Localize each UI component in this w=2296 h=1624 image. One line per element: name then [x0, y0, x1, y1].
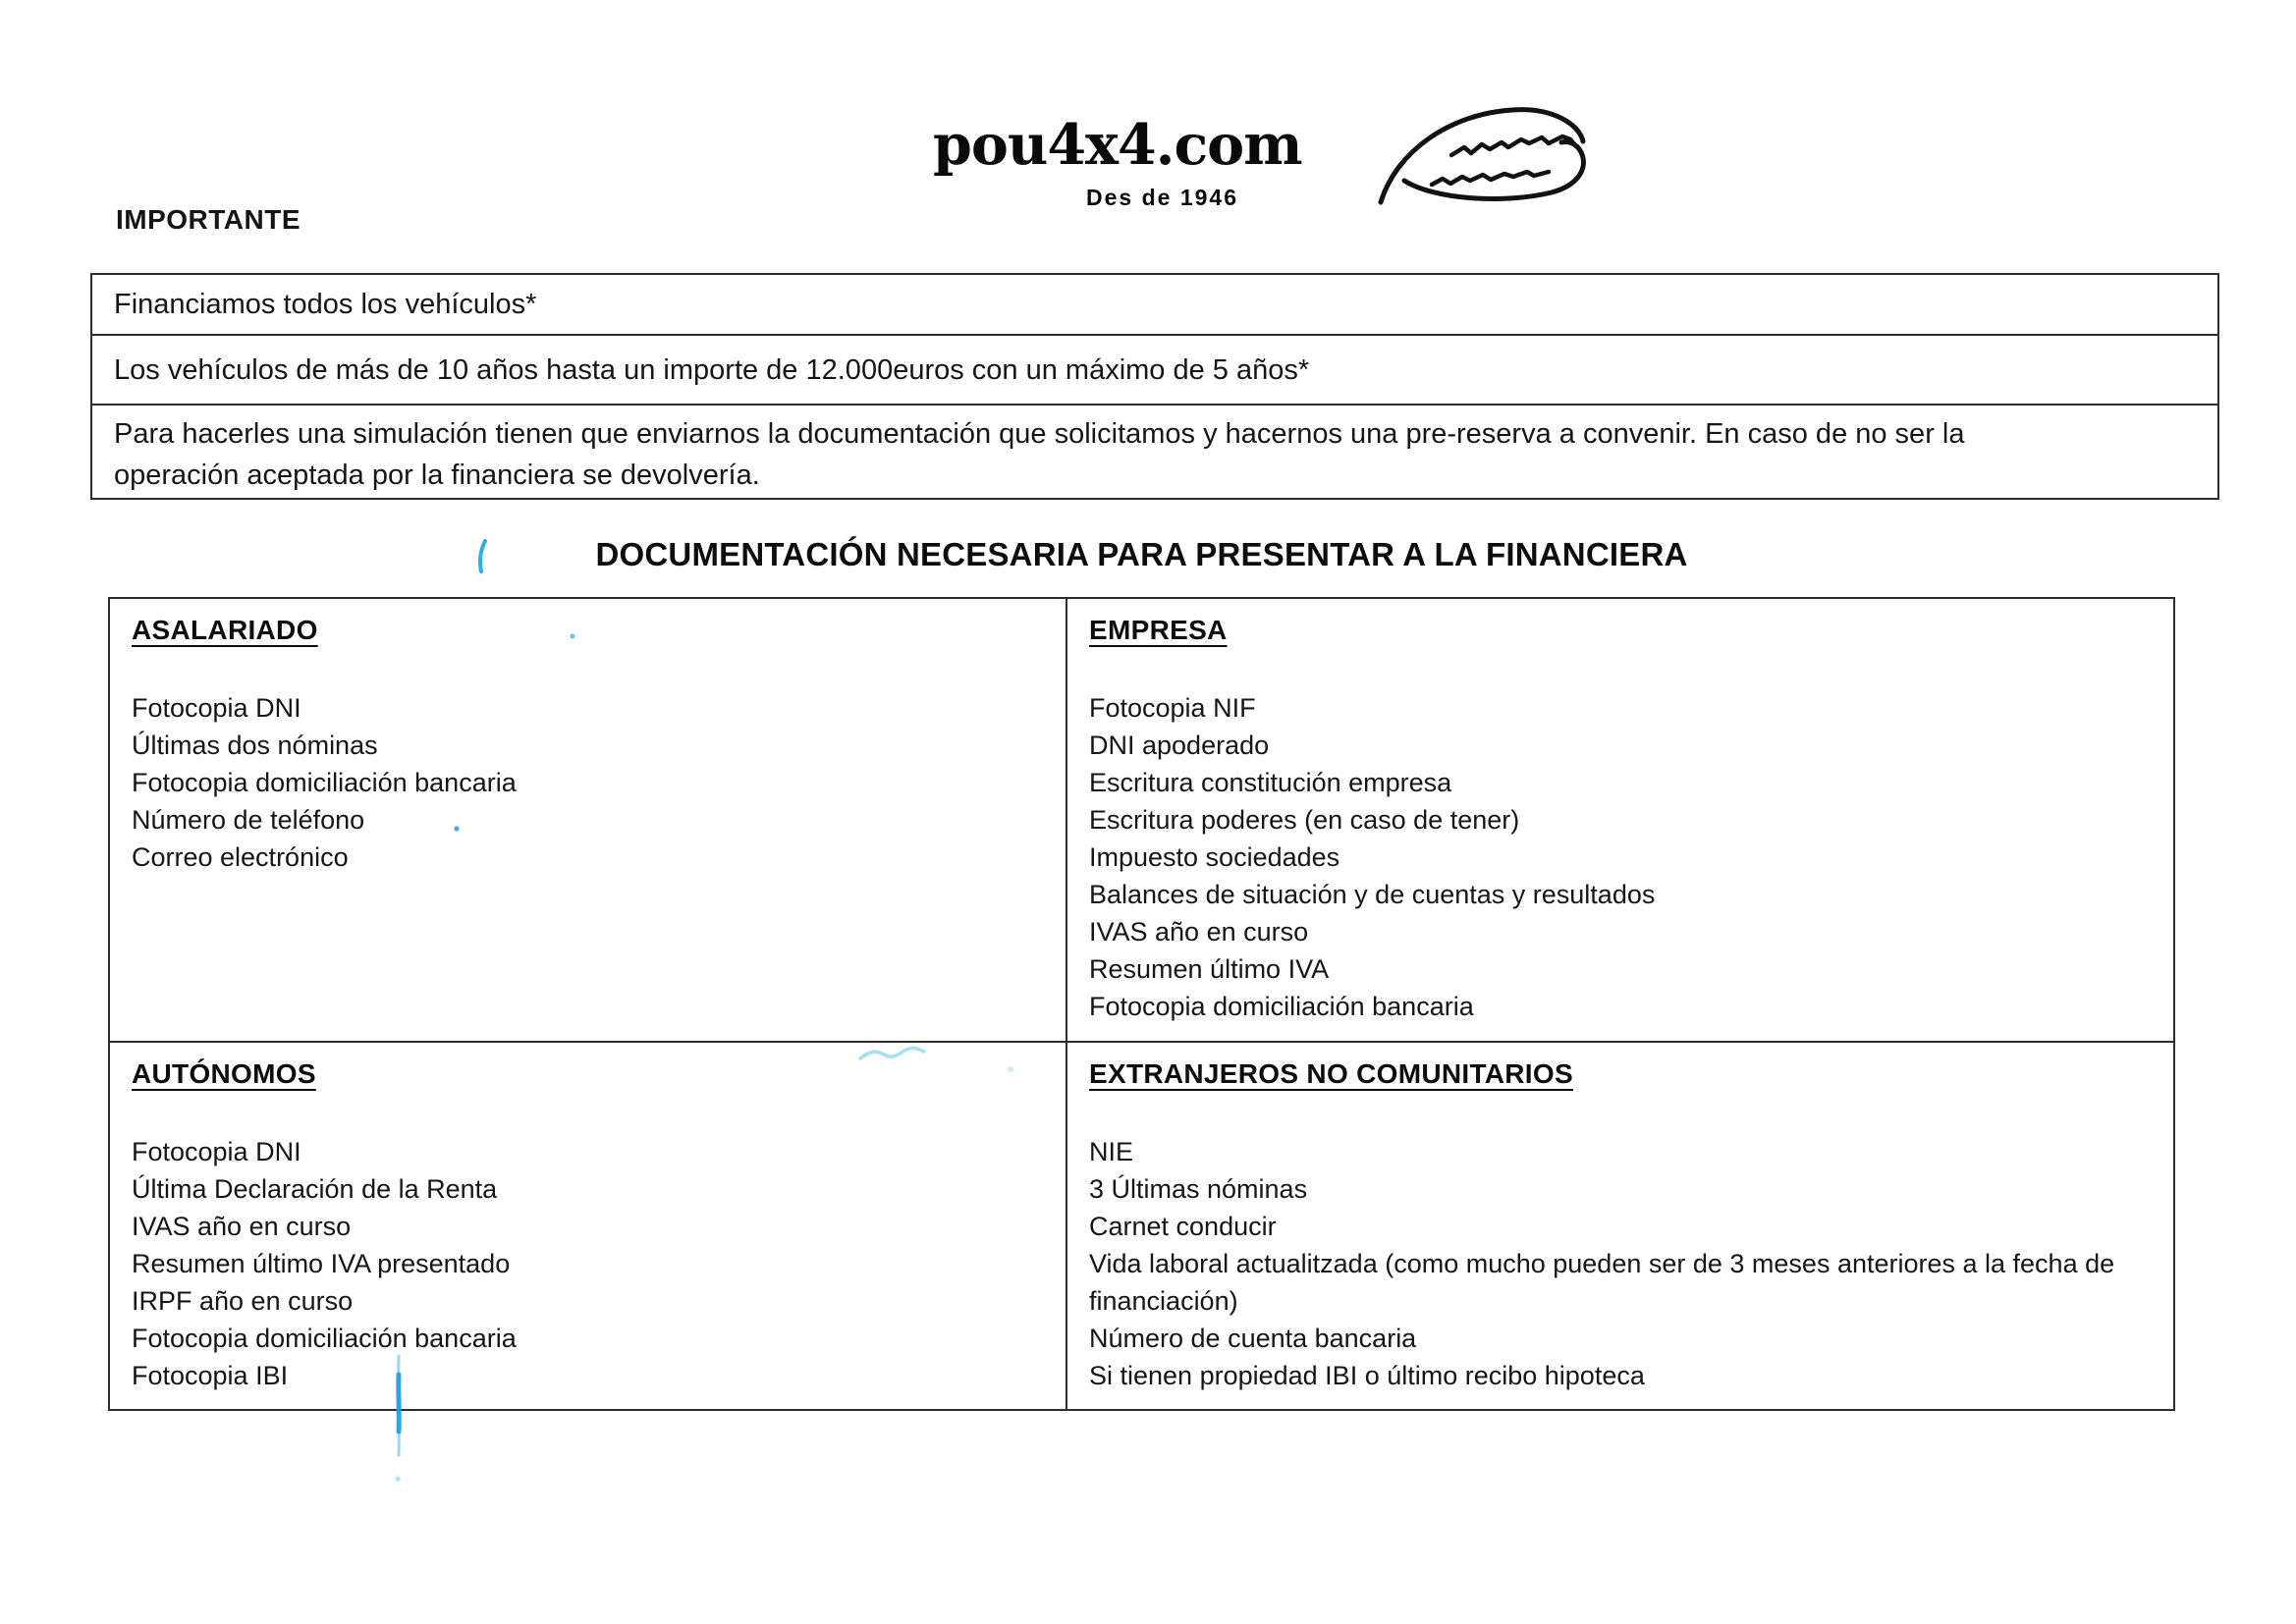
cell-header-asalariado: ASALARIADO — [132, 615, 318, 645]
requirement-item: Resumen último IVA — [1089, 954, 1330, 984]
logo-swoosh-icon — [1375, 102, 1603, 208]
notice-text: Los vehículos de más de 10 años hasta un importe de 12.000euros con un máximo de 5 años* — [114, 353, 1310, 386]
notice-text: Financiamos todos los vehículos* — [114, 289, 537, 320]
cell-extranjeros — [1067, 1043, 2173, 1409]
requirement-item: Escritura poderes (en caso de tener) — [1089, 805, 1520, 835]
requirement-item: Fotocopia DNI — [132, 693, 301, 723]
notice-row-older-vehicles — [92, 336, 2217, 406]
requirement-item: IVAS año en curso — [132, 1212, 352, 1241]
notice-text: Para hacerles una simulación tienen que enviarnos la documentación que solicitamos y hacernos una pre-reserva a convenir. En caso de no ser la operación aceptada por la financiera se devolvería. — [114, 418, 1965, 491]
requirement-item: Fotocopia domiciliación bancaria — [1089, 992, 1474, 1021]
requirement-item: Correo electrónico — [132, 842, 349, 872]
requirement-item: Número de teléfono — [132, 805, 365, 835]
requirement-item: Vida laboral actualitzada (como mucho pueden ser de 3 meses anteriores a la fecha de financiación) — [1089, 1249, 2122, 1316]
empresa-items — [1089, 689, 2152, 1025]
section-title: DOCUMENTACIÓN NECESARIA PARA PRESENTAR A LA FINANCIERA — [595, 536, 1688, 572]
requirement-item: Fotocopia DNI — [132, 1137, 301, 1166]
requirement-item: Carnet conducir — [1089, 1212, 1277, 1241]
cell-header-extranjeros: EXTRANJEROS NO COMUNITARIOS — [1089, 1058, 1573, 1089]
requirement-item: Escritura constitución empresa — [1089, 768, 1452, 797]
requirement-item: Últimas dos nóminas — [132, 731, 378, 760]
asalariado-items — [132, 689, 1044, 876]
requirement-item: IRPF año en curso — [132, 1286, 354, 1316]
requirement-item: IVAS año en curso — [1089, 917, 1309, 947]
cell-empresa — [1067, 599, 2173, 1043]
requirement-item: Fotocopia NIF — [1089, 693, 1256, 723]
requirement-item: 3 Últimas nóminas — [1089, 1174, 1308, 1204]
requirement-item: Balances de situación y de cuentas y resultados — [1089, 880, 1656, 909]
requirement-item: Resumen último IVA presentado — [132, 1249, 511, 1278]
requirements-table — [108, 597, 2175, 1411]
requirement-item: Impuesto sociedades — [1089, 842, 1340, 872]
notice-row-financing — [92, 275, 2217, 336]
important-label: IMPORTANTE — [116, 204, 301, 235]
logo-tagline: Des de 1946 — [1086, 185, 1238, 210]
extranjeros-items — [1089, 1133, 2152, 1394]
notice-box — [90, 273, 2219, 500]
requirement-item: Si tienen propiedad IBI o último recibo hipoteca — [1089, 1361, 1645, 1390]
requirement-item: Fotocopia domiciliación bancaria — [132, 768, 517, 797]
requirement-item: Fotocopia IBI — [132, 1361, 289, 1390]
requirement-item: DNI apoderado — [1089, 731, 1270, 760]
requirement-item: Última Declaración de la Renta — [132, 1174, 498, 1204]
cell-asalariado — [110, 599, 1067, 1043]
requirement-item: NIE — [1089, 1137, 1134, 1166]
requirement-item: Fotocopia domiciliación bancaria — [132, 1324, 517, 1353]
cell-header-empresa: EMPRESA — [1089, 615, 1228, 645]
logo-brand: pou4x4.com — [933, 112, 1302, 178]
cell-autonomos — [110, 1043, 1067, 1409]
cell-header-autonomos: AUTÓNOMOS — [132, 1058, 316, 1089]
notice-row-simulation — [92, 406, 2217, 498]
requirement-item: Número de cuenta bancaria — [1089, 1324, 1417, 1353]
autonomos-items — [132, 1133, 1044, 1394]
